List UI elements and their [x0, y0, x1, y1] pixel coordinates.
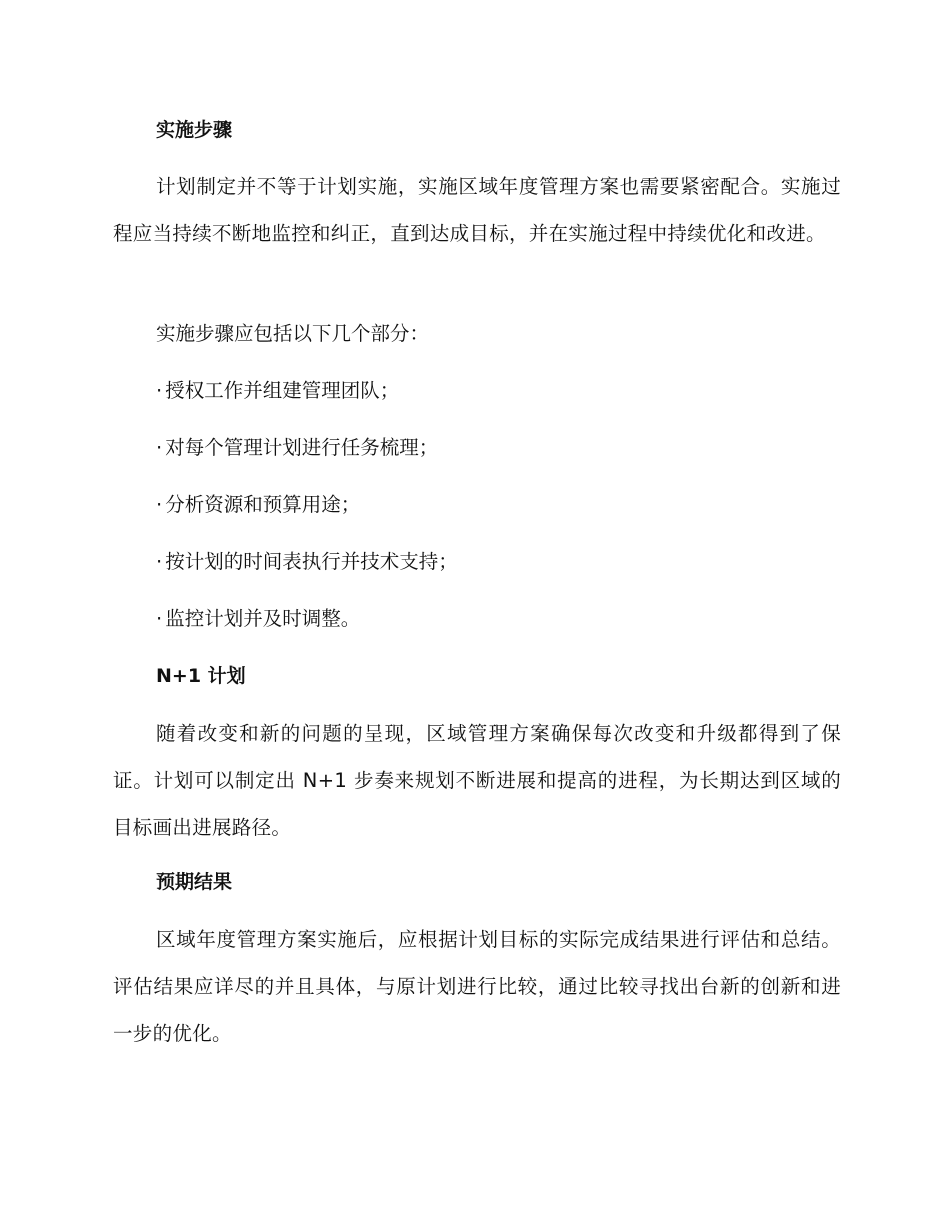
list-item-text: 按计划的时间表执行并技术支持；	[165, 550, 458, 573]
bullet-marker: ·	[156, 493, 163, 516]
list-item-text: 监控计划并及时调整。	[165, 607, 361, 630]
list-item-text: 对每个管理计划进行任务梳理；	[165, 436, 439, 459]
list-item-text: 分析资源和预算用途；	[165, 493, 361, 516]
bullet-marker: ·	[156, 379, 163, 402]
list-item	[156, 605, 360, 633]
bullet-marker: ·	[156, 550, 163, 573]
paragraph-n-plus-one: 随着改变和新的问题的呈现，区域管理方案确保每次改变和升级都得到了保证。计划可以制定出 N+1 步奏来规划不断进展和提高的进程，为长期达到区域的目标画出进展路径。	[113, 722, 841, 839]
list-item	[156, 434, 438, 462]
list-item	[156, 491, 360, 519]
list-item	[156, 548, 458, 576]
steps-intro: 实施步骤应包括以下几个部分：	[156, 322, 430, 345]
list-item	[156, 377, 399, 405]
section-heading-n-plus-one: N+1 计划	[156, 665, 246, 687]
section-heading-expected-results: 预期结果	[156, 871, 233, 893]
paragraph-implementation: 计划制定并不等于计划实施，实施区域年度管理方案也需要紧密配合。实施过程应当持续不断地监控和纠正，直到达成目标，并在实施过程中持续优化和改进。	[113, 175, 841, 245]
paragraph-expected-results: 区域年度管理方案实施后，应根据计划目标的实际完成结果进行评估和总结。评估结果应详尽的并且具体，与原计划进行比较，通过比较寻找出台新的创新和进一步的优化。	[113, 928, 841, 1045]
list-item-text: 授权工作并组建管理团队；	[165, 379, 400, 402]
bullet-marker: ·	[156, 607, 163, 630]
bullet-marker: ·	[156, 436, 163, 459]
section-heading-implementation: 实施步骤	[156, 119, 233, 141]
